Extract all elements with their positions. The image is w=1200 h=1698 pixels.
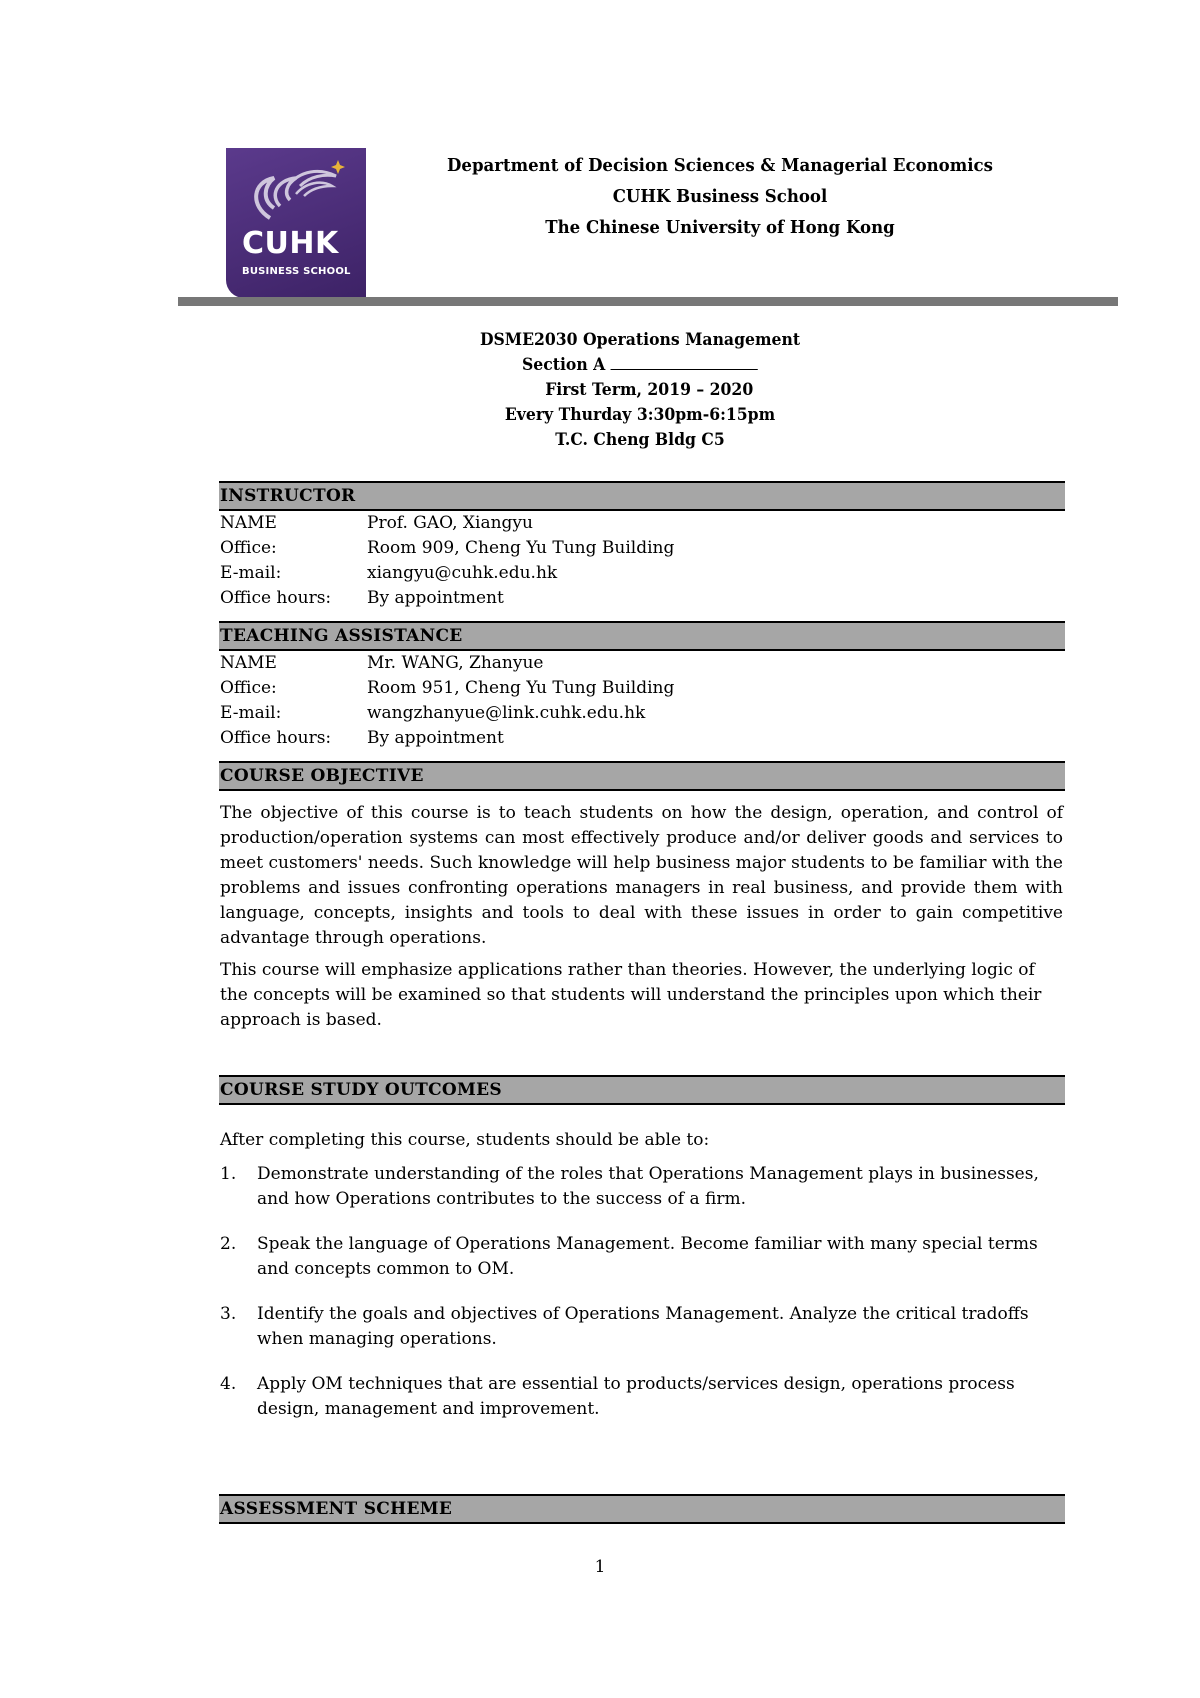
objective-heading: COURSE OBJECTIVE: [219, 761, 1065, 791]
instructor-value: Room 909, Cheng Yu Tung Building: [367, 538, 675, 558]
course-time: Every Thurday 3:30pm-6:15pm: [504, 405, 776, 425]
page-number: 1: [594, 1557, 606, 1577]
department-name: Department of Decision Sciences & Managerial Economics: [447, 155, 993, 176]
university-name: The Chinese University of Hong Kong: [545, 217, 895, 238]
ta-email[interactable]: wangzhanyue@link.cuhk.edu.hk: [367, 703, 646, 723]
outcomes-intro: After completing this course, students should be able to:: [220, 1130, 710, 1150]
list-item: [220, 1372, 1063, 1422]
list-number: 3.: [220, 1304, 237, 1324]
section-blank-line: [611, 353, 758, 370]
course-term: First Term, 2019 – 2020: [545, 380, 754, 400]
list-number: 4.: [220, 1374, 237, 1394]
list-item: [220, 1232, 1063, 1282]
cuhk-business-school-logo: [226, 148, 366, 298]
objective-body: [220, 801, 1063, 1040]
ta-details: [220, 651, 674, 751]
ta-row: [220, 701, 674, 726]
course-info: [419, 328, 861, 453]
list-number: 2.: [220, 1234, 237, 1254]
department-header: [426, 150, 1015, 243]
course-title: DSME2030 Operations Management: [479, 330, 801, 350]
school-name: CUHK Business School: [612, 186, 828, 207]
ta-label: E-mail:: [220, 703, 282, 723]
ta-value: Room 951, Cheng Yu Tung Building: [367, 678, 675, 698]
outcomes-heading: COURSE STUDY OUTCOMES: [219, 1075, 1065, 1105]
instructor-value: Prof. GAO, Xiangyu: [367, 513, 533, 533]
ta-label: Office:: [220, 678, 277, 698]
objective-paragraph: This course will emphasize applications rather than theories. However, the underlying logic of the concepts will be examined so that students will understand the principles upon which their approach is based.: [220, 960, 1042, 1030]
ta-value: By appointment: [367, 728, 504, 748]
ta-label: Office hours:: [220, 728, 332, 748]
header-divider: [178, 297, 1118, 306]
objective-paragraph: The objective of this course is to teach students on how the design, operation, and control of production/operation systems can most effectively produce and/or deliver goods and services to meet customers' needs. Such knowledge will help business major students to be familiar with the problems and issues confronting operations managers in real business, and provide them with language, concepts, insights and tools to deal with these issues in order to gain competitive advantage through operations.: [220, 803, 1063, 948]
assessment-heading: ASSESSMENT SCHEME: [219, 1494, 1065, 1524]
instructor-label: Office hours:: [220, 588, 332, 608]
instructor-details: [220, 511, 674, 611]
logo-wordmark: CUHK: [242, 226, 339, 261]
list-text: Speak the language of Operations Management. Become familiar with many special terms and concepts common to OM.: [257, 1234, 1038, 1279]
ta-row: [220, 726, 674, 751]
list-item: [220, 1302, 1063, 1352]
ta-label: NAME: [220, 653, 277, 673]
instructor-heading: INSTRUCTOR: [219, 481, 1065, 511]
outcomes-list: [220, 1162, 1063, 1442]
ta-heading: TEACHING ASSISTANCE: [219, 621, 1065, 651]
list-number: 1.: [220, 1164, 237, 1184]
ta-row: [220, 676, 674, 701]
list-item: [220, 1162, 1063, 1212]
phoenix-icon: [240, 156, 350, 228]
instructor-email[interactable]: xiangyu@cuhk.edu.hk: [367, 563, 558, 583]
instructor-label: E-mail:: [220, 563, 282, 583]
instructor-label: Office:: [220, 538, 277, 558]
instructor-label: NAME: [220, 513, 277, 533]
list-text: Identify the goals and objectives of Operations Management. Analyze the critical tradoffs when managing operations.: [257, 1304, 1029, 1349]
instructor-row: [220, 511, 674, 536]
ta-row: [220, 651, 674, 676]
logo-subtitle: BUSINESS SCHOOL: [242, 266, 351, 277]
list-text: Apply OM techniques that are essential to products/services design, operations process design, management and improvement.: [257, 1374, 1015, 1419]
ta-value: Mr. WANG, Zhanyue: [367, 653, 544, 673]
instructor-row: [220, 536, 674, 561]
instructor-value: By appointment: [367, 588, 504, 608]
course-section: [419, 353, 861, 378]
instructor-row: [220, 561, 674, 586]
list-text: Demonstrate understanding of the roles that Operations Management plays in businesses, and how Operations contributes to the success of a firm.: [257, 1164, 1039, 1209]
course-venue: T.C. Cheng Bldg C5: [555, 430, 725, 450]
course-section-label: Section A: [521, 355, 606, 375]
instructor-row: [220, 586, 674, 611]
